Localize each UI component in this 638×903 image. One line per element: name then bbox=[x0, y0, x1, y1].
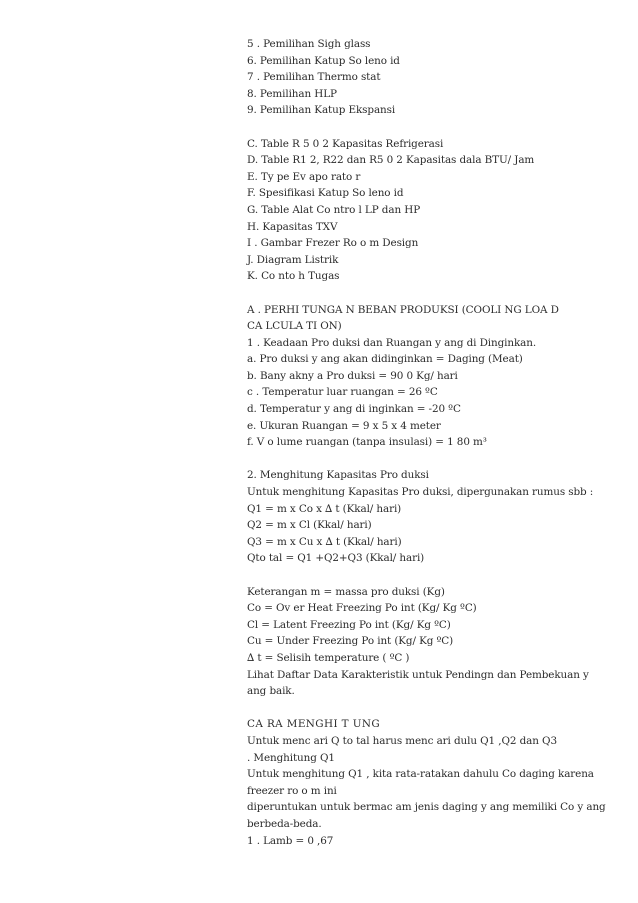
text-line: K. Co nto h Tugas bbox=[247, 270, 340, 283]
text-line: F. Spesifikasi Katup So leno id bbox=[247, 187, 404, 200]
section-heading: CA RA MENGHI T UNG bbox=[247, 718, 381, 731]
text-line: f. V o lume ruangan (tanpa insulasi) = 1 80 m³ bbox=[247, 436, 487, 449]
text-line: freezer ro o m ini bbox=[247, 784, 337, 797]
section-legend bbox=[247, 584, 607, 700]
section-capacity-formulas bbox=[247, 467, 607, 567]
text-line: 6. Pemilihan Katup So leno id bbox=[247, 54, 400, 67]
text-line: Co = Ov er Heat Freezing Po int (Kg/ Kg ºC) bbox=[247, 602, 477, 615]
text-line: 1 . Keadaan Pro duksi dan Ruangan y ang di Dinginkan. bbox=[247, 336, 537, 349]
text-line: ∆ t = Selisih temperature ( ºC ) bbox=[247, 651, 410, 664]
section-heading: A . PERHI TUNGA N BEBAN PRODUKSI (COOLI NG LOA D bbox=[247, 303, 559, 316]
section-production-load bbox=[247, 302, 607, 451]
text-line: a. Pro duksi y ang akan didinginkan = Daging (Meat) bbox=[247, 353, 523, 366]
paragraph-gap bbox=[247, 285, 607, 302]
text-line: Untuk menghitung Q1 , kita rata-ratakan dahulu Co daging karena bbox=[247, 768, 594, 781]
text-line: c . Temperatur luar ruangan = 26 ºC bbox=[247, 386, 438, 399]
text-line: 1 . Lamb = 0 ,67 bbox=[247, 834, 334, 847]
text-line: Cu = Under Freezing Po int (Kg/ Kg ºC) bbox=[247, 635, 454, 648]
document-page bbox=[247, 36, 607, 849]
text-line: Keterangan m = massa pro duksi (Kg) bbox=[247, 585, 445, 598]
text-line: diperuntukan untuk bermac am jenis daging y ang memiliki Co y ang bbox=[247, 801, 606, 814]
text-line: G. Table Alat Co ntro l LP dan HP bbox=[247, 203, 421, 216]
text-line: b. Bany akny a Pro duksi = 90 0 Kg/ hari bbox=[247, 369, 458, 382]
text-line: 7 . Pemilihan Thermo stat bbox=[247, 71, 381, 84]
text-line: 9. Pemilihan Katup Ekspansi bbox=[247, 104, 396, 117]
text-line: Lihat Daftar Data Karakteristik untuk Pendingn dan Pembekuan y bbox=[247, 668, 589, 681]
text-line: E. Ty pe Ev apo rato r bbox=[247, 170, 361, 183]
text-line: berbeda-beda. bbox=[247, 817, 322, 830]
text-line: J. Diagram Listrik bbox=[247, 253, 339, 266]
text-line: ang baik. bbox=[247, 685, 295, 698]
paragraph-gap bbox=[247, 567, 607, 584]
formula-line: Q3 = m x Cu x ∆ t (Kkal/ hari) bbox=[247, 535, 402, 548]
text-line: 2. Menghitung Kapasitas Pro duksi bbox=[247, 469, 429, 482]
formula-line: Q1 = m x Co x ∆ t (Kkal/ hari) bbox=[247, 502, 402, 515]
section-calculation-method bbox=[247, 716, 607, 849]
paragraph-gap bbox=[247, 700, 607, 717]
list-block-selection-items bbox=[247, 36, 607, 119]
text-line: I . Gambar Frezer Ro o m Design bbox=[247, 237, 419, 250]
text-line: e. Ukuran Ruangan = 9 x 5 x 4 meter bbox=[247, 419, 441, 432]
paragraph-gap bbox=[247, 119, 607, 136]
text-line: d. Temperatur y ang di inginkan = -20 ºC bbox=[247, 403, 461, 416]
text-line: . Menghitung Q1 bbox=[247, 751, 335, 764]
text-line: D. Table R1 2, R22 dan R5 0 2 Kapasitas dala BTU/ Jam bbox=[247, 154, 535, 167]
text-line: Cl = Latent Freezing Po int (Kg/ Kg ºC) bbox=[247, 618, 451, 631]
paragraph-gap bbox=[247, 451, 607, 468]
formula-line: Q2 = m x Cl (Kkal/ hari) bbox=[247, 519, 372, 532]
text-line: 5 . Pemilihan Sigh glass bbox=[247, 38, 371, 50]
section-heading-continued: CA LCULA TI ON) bbox=[247, 320, 342, 333]
text-line: Untuk menghitung Kapasitas Pro duksi, dipergunakan rumus sbb : bbox=[247, 486, 594, 499]
formula-line: Qto tal = Q1 +Q2+Q3 (Kkal/ hari) bbox=[247, 552, 425, 565]
text-line: Untuk menc ari Q to tal harus menc ari dulu Q1 ,Q2 dan Q3 bbox=[247, 734, 557, 747]
text-line: C. Table R 5 0 2 Kapasitas Refrigerasi bbox=[247, 137, 444, 150]
list-block-appendix-items bbox=[247, 136, 607, 285]
text-line: 8. Pemilihan HLP bbox=[247, 87, 337, 100]
text-line: H. Kapasitas TXV bbox=[247, 220, 338, 233]
